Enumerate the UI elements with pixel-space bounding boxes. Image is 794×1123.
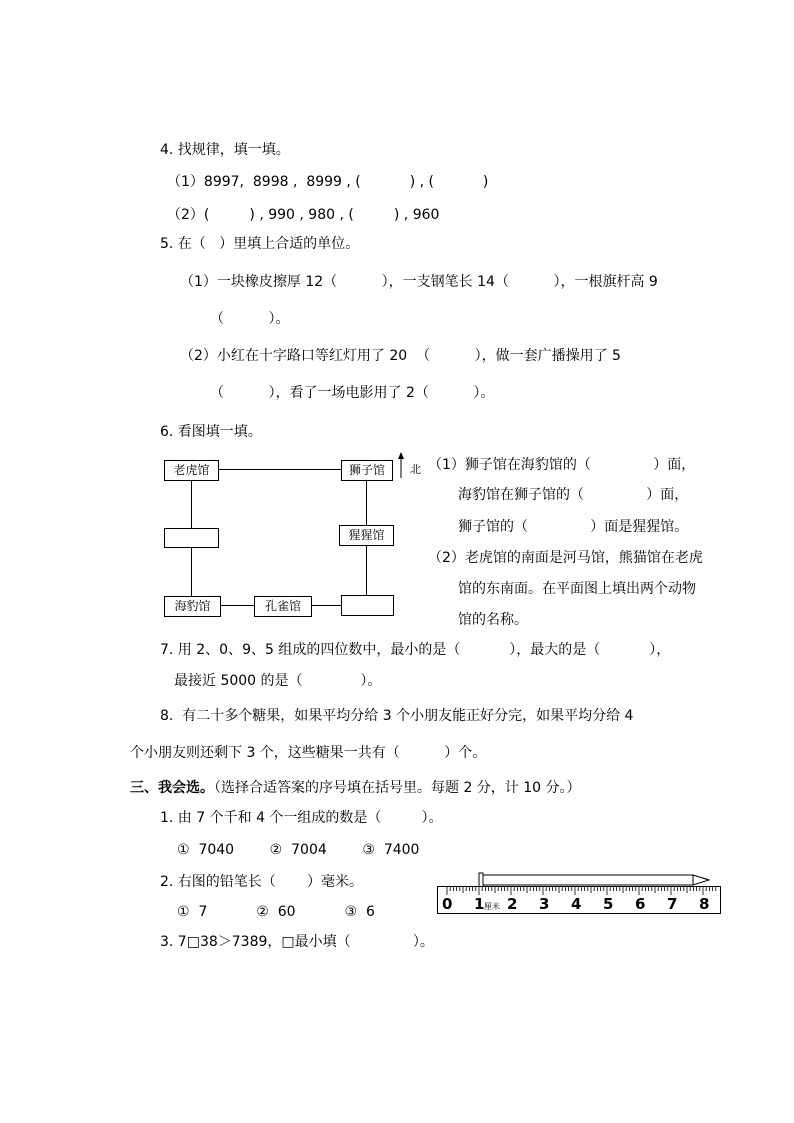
q6-title: 6. 看图填一填。: [160, 424, 262, 440]
lion-house-box: 狮子馆: [341, 460, 393, 481]
q4-line1: （1）8997, 8998 , 8999 , ( ) , ( ): [167, 174, 489, 190]
q4-title: 4. 找规律，填一填。: [160, 142, 290, 158]
section3-note: （选择合适答案的序号填在括号里。每题 2 分，计 10 分。）: [214, 780, 581, 796]
tiger-house-box: 老虎馆: [164, 460, 219, 481]
ruler-label-3: 3: [539, 895, 550, 913]
q5-line3: （2）小红在十字路口等红灯用了 20 （ ），做一套广播操用了 5: [180, 348, 621, 364]
q5-line4: （ ），看了一场电影用了 2（ ）。: [210, 385, 495, 401]
ruler-label-0: 0: [442, 895, 453, 913]
north-arrow-icon: [396, 452, 410, 480]
peacock-house-box: 孔雀馆: [254, 596, 312, 617]
q5-line1: （1）一块橡皮擦厚 12（ ），一支钢笔长 14（ ），一根旗杆高 9: [180, 274, 658, 290]
q7-line1: 7. 用 2、0、9、5 组成的四位数中，最小的是（ ），最大的是（ ），: [160, 642, 671, 658]
q6-right4: （2）老虎馆的南面是河马馆，熊猫馆在老虎: [428, 550, 703, 566]
q8-line1: 8. 有二十多个糖果，如果平均分给 3 个小朋友能正好分完，如果平均分给 4: [160, 708, 634, 724]
ruler-figure: [437, 868, 721, 916]
blank-box-panda[interactable]: [341, 595, 394, 616]
section3-heading: 三、我会选。: [130, 780, 214, 796]
ruler-label-2: 2: [507, 895, 518, 913]
blank-box-hippo[interactable]: [164, 528, 219, 548]
s3-q2: 2. 右图的铅笔长（ ）毫米。: [160, 874, 363, 890]
ruler-label-6: 6: [635, 895, 646, 913]
q8-line2: 个小朋友则还剩下 3 个，这些糖果一共有（ ）个。: [130, 745, 487, 761]
q6-right3: 狮子馆的（ ）面是猩猩馆。: [458, 519, 689, 535]
ruler-label-7: 7: [667, 895, 678, 913]
seal-house-box: 海豹馆: [164, 596, 221, 617]
s3-q3: 3. 7□38＞7389，□最小填（ ）。: [160, 934, 434, 950]
q6-right6: 馆的名称。: [458, 612, 528, 628]
q5-line2: （ ）。: [210, 311, 290, 327]
ruler-unit: 厘米: [484, 902, 500, 911]
q7-line2: 最接近 5000 的是（ ）。: [174, 673, 382, 689]
ruler-label-1: 1: [474, 895, 485, 913]
ruler-label-4: 4: [571, 895, 582, 913]
s3-q1: 1. 由 7 个千和 4 个一组成的数是（ ）。: [160, 810, 443, 826]
section3-heading-line: [130, 778, 581, 798]
orangutan-house-box: 猩猩馆: [339, 525, 394, 546]
s3-q1-options: ① 7040 ② 7004 ③ 7400: [177, 842, 420, 858]
s3-q2-options: ① 7 ② 60 ③ 6: [177, 904, 375, 920]
q6-right1: （1）狮子馆在海豹馆的（ ）面，: [428, 457, 696, 473]
north-label: 北: [410, 463, 421, 476]
q4-line2: （2）( ) , 990 , 980 , ( ) , 960: [167, 207, 440, 223]
q6-right5: 馆的东南面。在平面图上填出两个动物: [458, 581, 696, 597]
ruler-label-8: 8: [699, 895, 710, 913]
q5-title: 5. 在（ ）里填上合适的单位。: [160, 236, 360, 252]
ruler-label-5: 5: [603, 895, 614, 913]
q6-right2: 海豹馆在狮子馆的（ ）面，: [458, 487, 689, 503]
